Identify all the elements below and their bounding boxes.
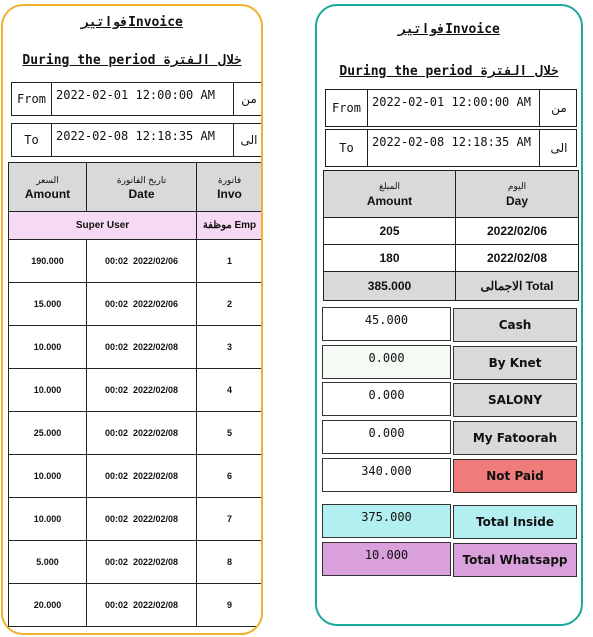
summary-to-row [325,129,577,167]
invoice-number: 9 [197,584,263,627]
day-row [324,245,579,272]
invoice-date: 00:02 2022/02/08 [87,369,197,412]
invoice-date: 00:02 2022/02/06 [87,240,197,283]
invoice-number: 1 [197,240,263,283]
invoice-row[interactable] [9,455,263,498]
payment-value: 45.000 [322,307,451,341]
summary-table-header [324,171,579,218]
invoice-number: 3 [197,326,263,369]
invoice-row[interactable] [9,498,263,541]
invoice-number: 5 [197,412,263,455]
invoice-amount: 25.000 [9,412,87,455]
total-inside-label: Total Inside [453,505,577,539]
invoices-panel [1,4,263,635]
invoice-date: 00:02 2022/02/08 [87,455,197,498]
summary-from-row [325,89,577,127]
total-whatsapp-value: 10.000 [322,542,451,576]
from-date-value[interactable]: 2022-02-01 12:00:00 AM [52,83,234,115]
invoice-row[interactable] [9,283,263,326]
invoice-date: 00:02 2022/02/08 [87,326,197,369]
invoice-date: 00:02 2022/02/08 [87,498,197,541]
summary-to-value[interactable]: 2022-02-08 12:18:35 AM [368,130,540,166]
payment-value: 0.000 [322,420,451,454]
payment-method-cash[interactable]: Cash [453,308,577,342]
date-column-header: تاريخ الفاتورة Date [87,163,197,212]
invoice-date: 00:02 2022/02/06 [87,283,197,326]
invoice-amount: 10.000 [9,326,87,369]
total-label: الاجمالى Total [456,272,579,301]
invoice-row[interactable] [9,369,263,412]
invoice-amount: 10.000 [9,369,87,412]
payment-method-my-fatoorah[interactable]: My Fatoorah [453,421,577,455]
invoice-amount: 20.000 [9,584,87,627]
to-label: To [12,124,52,156]
summary-panel [315,4,583,626]
to-label-ar: الى [240,133,258,147]
total-inside-value: 375.000 [322,504,451,538]
invoice-amount: 10.000 [9,455,87,498]
invoice-amount: 190.000 [9,240,87,283]
payment-value: 0.000 [322,382,451,416]
invo-column-header: فاتورة Invo [197,163,263,212]
from-date-row [11,82,263,116]
invoice-amount: 15.000 [9,283,87,326]
to-date-row [11,123,263,157]
summary-from-value[interactable]: 2022-02-01 12:00:00 AM [368,90,540,126]
invoice-table [8,162,263,627]
summary-to-ar: الى [550,141,568,155]
amount-column-header: السعر Amount [9,163,87,212]
invoice-amount: 5.000 [9,541,87,584]
summary-amount-header: المبلغ Amount [324,171,456,218]
invoice-number: 8 [197,541,263,584]
invoice-number: 2 [197,283,263,326]
from-label: From [12,83,52,115]
summary-from-label: From [326,90,368,126]
invoice-row[interactable] [9,240,263,283]
summary-period-heading: During the period خلال الفترة [339,64,559,79]
payment-method-salony[interactable]: SALONY [453,383,577,417]
invoice-row[interactable] [9,584,263,627]
day-row [324,218,579,245]
summary-day-header: اليوم Day [456,171,579,218]
payment-method-by-knet[interactable]: By Knet [453,346,577,380]
daily-summary-table [323,170,579,301]
day-amount: 180 [324,245,456,272]
total-amount: 385.000 [324,272,456,301]
invoice-date: 00:02 2022/02/08 [87,541,197,584]
invoice-number: 6 [197,455,263,498]
day-amount: 205 [324,218,456,245]
employee-label: موظفة Emp [197,212,263,240]
summary-from-ar: من [551,101,567,115]
total-row [324,272,579,301]
invoices-title: فواتيرInvoice [81,15,183,30]
invoice-date: 00:02 2022/02/08 [87,412,197,455]
summary-to-label: To [326,130,368,166]
payment-method-not-paid[interactable]: Not Paid [453,459,577,493]
employee-row [9,212,263,240]
day-date: 2022/02/06 [456,218,579,245]
day-date: 2022/02/08 [456,245,579,272]
employee-name: Super User [9,212,197,240]
invoice-date: 00:02 2022/02/08 [87,584,197,627]
invoice-table-header [9,163,263,212]
invoice-row[interactable] [9,412,263,455]
invoice-number: 4 [197,369,263,412]
total-whatsapp-label: Total Whatsapp [453,543,577,577]
summary-title: فواتيرInvoice [398,22,500,37]
from-label-ar: من [241,92,257,106]
invoice-amount: 10.000 [9,498,87,541]
payment-value: 340.000 [322,458,451,492]
invoice-row[interactable] [9,541,263,584]
period-heading: During the period خلال الفترة [22,53,242,68]
payment-value: 0.000 [322,345,451,379]
to-date-value[interactable]: 2022-02-08 12:18:35 AM [52,124,234,156]
invoice-number: 7 [197,498,263,541]
invoice-row[interactable] [9,326,263,369]
